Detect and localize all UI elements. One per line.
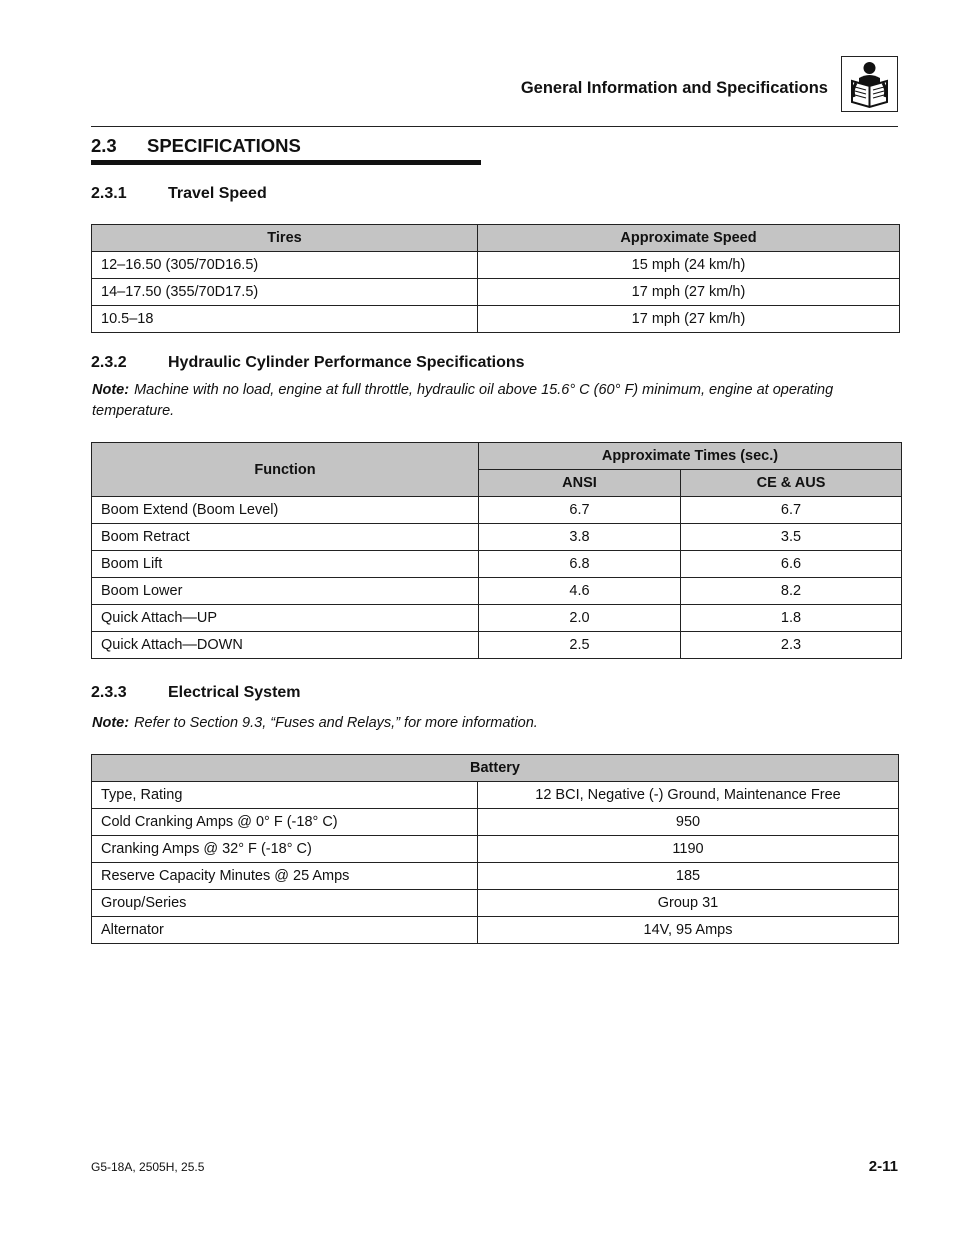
- table-row: [92, 252, 900, 279]
- reader-book-icon: [841, 56, 898, 112]
- ce-aus-time: 3.5: [681, 524, 902, 551]
- column-header-ansi: ANSI: [479, 470, 681, 497]
- function-name: Boom Lift: [92, 551, 479, 578]
- table-header-row: [92, 755, 899, 782]
- table-row: [92, 782, 899, 809]
- table-row: [92, 578, 902, 605]
- tire-size: 14–17.50 (355/70D17.5): [92, 279, 478, 306]
- travel-speed-heading: [91, 185, 267, 203]
- speed-value: 17 mph (27 km/h): [478, 279, 900, 306]
- note-label: Note:: [92, 715, 130, 731]
- header-rule: [91, 126, 898, 127]
- page-number: 2-11: [868, 1158, 898, 1175]
- hydraulic-heading: [91, 354, 525, 372]
- ansi-time: 4.6: [479, 578, 681, 605]
- speed-value: 15 mph (24 km/h): [478, 252, 900, 279]
- battery-value: 185: [478, 863, 899, 890]
- ansi-time: 6.8: [479, 551, 681, 578]
- function-name: Boom Lower: [92, 578, 479, 605]
- note-text: Refer to Section 9.3, “Fuses and Relays,” for more information.: [134, 715, 538, 731]
- table-row: [92, 890, 899, 917]
- battery-property: Type, Rating: [92, 782, 478, 809]
- battery-value: 1190: [478, 836, 899, 863]
- function-name: Boom Extend (Boom Level): [92, 497, 479, 524]
- electrical-title: Electrical System: [168, 684, 301, 701]
- section-underline: [91, 160, 481, 165]
- column-header-speed: Approximate Speed: [478, 225, 900, 252]
- tire-size: 10.5–18: [92, 306, 478, 333]
- ansi-time: 3.8: [479, 524, 681, 551]
- battery-property: Reserve Capacity Minutes @ 25 Amps: [92, 863, 478, 890]
- hydraulic-title: Hydraulic Cylinder Performance Specifications: [168, 354, 525, 371]
- column-header-ce-aus: CE & AUS: [681, 470, 902, 497]
- battery-property: Group/Series: [92, 890, 478, 917]
- footer-model-info: G5-18A, 2505H, 25.5: [91, 1160, 205, 1174]
- battery-property: Cranking Amps @ 32° F (-18° C): [92, 836, 478, 863]
- table-row: [92, 306, 900, 333]
- running-header-title: General Information and Specifications: [520, 79, 828, 97]
- travel-speed-number: 2.3.1: [91, 185, 127, 202]
- electrical-number: 2.3.3: [91, 684, 127, 701]
- battery-property: Alternator: [92, 917, 478, 944]
- battery-table-title: Battery: [92, 755, 899, 782]
- table-header-row: [92, 443, 902, 470]
- ansi-time: 2.5: [479, 632, 681, 659]
- battery-value: 12 BCI, Negative (-) Ground, Maintenance Free: [478, 782, 899, 809]
- function-name: Boom Retract: [92, 524, 479, 551]
- function-name: Quick Attach—UP: [92, 605, 479, 632]
- ce-aus-time: 6.6: [681, 551, 902, 578]
- electrical-note: [92, 713, 892, 734]
- table-row: [92, 863, 899, 890]
- speed-value: 17 mph (27 km/h): [478, 306, 900, 333]
- ce-aus-time: 8.2: [681, 578, 902, 605]
- table-row: [92, 836, 899, 863]
- table-row: [92, 632, 902, 659]
- column-group-header-times: Approximate Times (sec.): [479, 443, 902, 470]
- table-row: [92, 809, 899, 836]
- ce-aus-time: 2.3: [681, 632, 902, 659]
- column-header-function: Function: [92, 443, 479, 497]
- battery-property: Cold Cranking Amps @ 0° F (-18° C): [92, 809, 478, 836]
- hydraulic-note: [92, 380, 892, 422]
- battery-table: [91, 754, 899, 944]
- hydraulic-times-table: [91, 442, 902, 659]
- note-label: Note:: [92, 382, 130, 398]
- ansi-time: 6.7: [479, 497, 681, 524]
- table-row: [92, 551, 902, 578]
- section-heading: [91, 135, 301, 157]
- travel-speed-title: Travel Speed: [168, 185, 267, 202]
- ce-aus-time: 1.8: [681, 605, 902, 632]
- tire-size: 12–16.50 (305/70D16.5): [92, 252, 478, 279]
- column-header-tires: Tires: [92, 225, 478, 252]
- hydraulic-number: 2.3.2: [91, 354, 127, 371]
- table-row: [92, 279, 900, 306]
- electrical-heading: [91, 684, 301, 702]
- table-row: [92, 917, 899, 944]
- table-row: [92, 497, 902, 524]
- battery-value: Group 31: [478, 890, 899, 917]
- function-name: Quick Attach—DOWN: [92, 632, 479, 659]
- note-text: Machine with no load, engine at full throttle, hydraulic oil above 15.6° C (60° F) minimum, engine at operating temperature.: [92, 382, 834, 419]
- table-row: [92, 524, 902, 551]
- travel-speed-table: [91, 224, 900, 333]
- section-title: SPECIFICATIONS: [147, 135, 301, 156]
- ce-aus-time: 6.7: [681, 497, 902, 524]
- section-number: 2.3: [91, 135, 117, 156]
- battery-value: 950: [478, 809, 899, 836]
- ansi-time: 2.0: [479, 605, 681, 632]
- table-row: [92, 605, 902, 632]
- battery-value: 14V, 95 Amps: [478, 917, 899, 944]
- table-header-row: [92, 225, 900, 252]
